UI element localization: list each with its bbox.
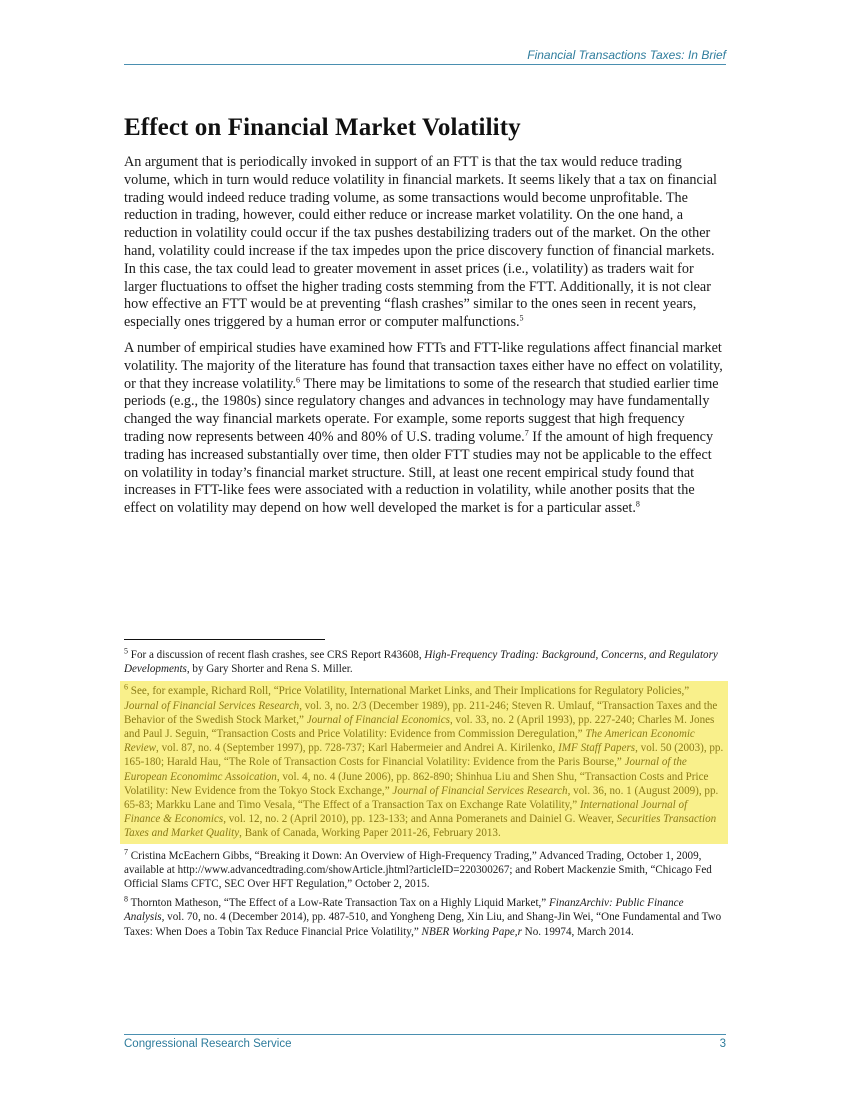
paragraph-1 [124, 154, 726, 332]
paragraph-2-text-a: A number of empirical studies have examined how FTTs and FTT-like regulations affect financial market volatility. The majority of the literature has found that transaction taxes either have no effect on volatility, or that they increase volatility. [124, 339, 723, 392]
footnote-ref-8[interactable]: 8 [635, 499, 640, 509]
paragraph-2-text-c: If the amount of high frequency trading has increased substantially over time, then older FTT studies may not be applicable to the effect on volatility in today’s financial market structure. Still, at least one recent empirical study found that increases in FTT-like fees were associated with a reduction in volatility, while another posits that the effect on volatility may depend on how well developed the market is for a particular asset. [124, 428, 714, 517]
footnote-number: 6 [124, 682, 128, 692]
footnote-ref-6[interactable]: 6 [296, 374, 301, 384]
footnote-title: Journal of Financial Services Research [392, 784, 568, 797]
footnote-text: , vol. 87, no. 4 (September 1997), pp. 728-737; Karl Habermeier and Andrei A. Kirilenko, [156, 742, 559, 755]
footnote-6-highlighted [120, 681, 728, 843]
footnote-text: , vol. 4, no. 4 (June 2006), pp. 862-890; Shinhua Liu and Shen Shu, “Transaction Costs and Price Volatility: New Evidence from the Tokyo Stock Exchange,” [124, 770, 709, 797]
footnote-number: 8 [124, 894, 128, 904]
footnote-title: FinanzArchiv: Public Finance Analysis, [124, 897, 684, 924]
footnote-separator [124, 639, 325, 640]
footnote-title: The American Economic Review [124, 728, 695, 755]
footnote-text: See, for example, Richard Roll, “Price Volatility, International Market Links, and Their Implications for Regulatory Policies,” [128, 685, 690, 698]
paragraph-2 [124, 340, 726, 518]
footnote-title: High-Frequency Trading: Background, Concerns, and Regulatory Developments [124, 649, 718, 676]
body-text [124, 154, 726, 526]
footnote-title: IMF Staff Papers [558, 742, 636, 755]
footnote-text: vol. 70, no. 4 (December 2014), pp. 487-510, and Yongheng Deng, Xin Liu, and Shang-Jin Wei, “One Fundamental and Two Taxes: When Does a Tobin Tax Reduce Financial Price Volatility,” [124, 911, 722, 938]
paragraph-1-text: An argument that is periodically invoked in support of an FTT is that the tax would reduce trading volume, which in turn would reduce volatility in financial markets. It seems likely that a tax on financial trading would indeed reduce trading volume, as some transactions would become unprofitable. The reduction in trading, however, could either reduce or increase market volatility. On the one hand, a reduction in volatility could occur if the tax pushes destabilizing traders out of the market. On the other hand, volatility could increase if the tax impedes upon the price discovery function of financial markets. In this case, the tax could lead to greater movement in asset prices (i.e., volatility) as traders wait for larger fluctuations to offset the higher trading costs stemming from the FTT. Additionally, it is not clear how effective an FTT would be at preventing “flash crashes” similar to the ones seen in recent years, especially ones triggered by a human error or computer malfunctions. [124, 154, 717, 331]
footnote-title: NBER Working Pape,r [421, 925, 522, 938]
footnote-text: , vol. 36, no. 1 (August 2009), pp. 65-83; Markku Lane and Timo Vesala, “The Effect of a Transaction Tax on Exchange Rate Volatility,” [124, 784, 719, 812]
footnote-number: 7 [124, 846, 128, 856]
footnote-ref-5[interactable]: 5 [519, 313, 524, 323]
footer-publisher: Congressional Research Service [124, 1038, 292, 1050]
footnote-title: International Journal of Finance & Economics [124, 799, 688, 826]
footnote-text: , Bank of Canada, Working Paper 2011-26, February 2013. [239, 827, 501, 840]
page-number: 3 [719, 1038, 726, 1050]
footnote-text: , vol. 12, no. 2 (April 2010), pp. 123-133; and Anna Pomeranets and Dainiel G. Weaver, [223, 813, 617, 826]
footnote-text: , vol. 33, no. 2 (April 1993), pp. 227-240; Charles M. Jones and Paul J. Seguin, “Transaction Costs and Price Volatility: Evidence from Commission Deregulation,” [124, 713, 715, 741]
footnote-text: , vol. 50 (2003), pp. 165-180; Harald Hau, “The Role of Transaction Costs for Financial Volatility: Evidence from the Paris Bourse,” [124, 742, 724, 769]
footnote-text: Cristina McEachern Gibbs, “Breaking it Down: An Overview of High-Frequency Trading,” Advanced Trading, October 1, 2009, available at http://www.advancedtrading.com/showArticle.jhtml?articleID=220300267; and Robert Mackenzie Smith, “Chicago Fed Official Slams CFTC, SEC Over HFT Regulation,” October 2, 2015. [124, 849, 712, 891]
running-header: Financial Transactions Taxes: In Brief [527, 48, 726, 62]
footnote-title: Journal of the European Economimc Assoication [124, 756, 687, 783]
footnote-7 [124, 846, 726, 892]
footnote-text: Thornton Matheson, “The Effect of a Low-Rate Transaction Tax on a Highly Liquid Market,” [128, 897, 549, 910]
footnotes [124, 648, 726, 944]
header-rule [124, 64, 726, 65]
footnote-ref-7[interactable]: 7 [524, 428, 529, 438]
footnote-text: No. 19974, March 2014. [521, 925, 634, 938]
footnote-title: Securities Transaction Taxes and Market Quality [124, 813, 717, 840]
footer-rule [124, 1034, 726, 1035]
footnote-text: , by Gary Shorter and Rena S. Miller. [186, 663, 353, 676]
paragraph-2-text-b: There may be limitations to some of the research that studied earlier time periods (e.g., the 1980s) since regulatory changes and advances in technology may have fundamentally changed the way financial markets operate. For example, some reports suggest that high frequency trading now represents between 40% and 80% of U.S. trading volume. [124, 375, 719, 445]
footnote-title: Journal of Financial Services Research [124, 699, 300, 712]
section-title: Effect on Financial Market Volatility [124, 114, 521, 141]
footnote-text: , vol. 3, no. 2/3 (December 1989), pp. 211-246; Steven R. Umlauf, “Transaction Taxes and the Behavior of the Swedish Stock Market,” [124, 699, 718, 726]
footnote-5 [124, 648, 726, 676]
footnote-8 [124, 896, 726, 939]
footnote-title: Journal of Financial Economics [306, 713, 450, 726]
footnote-number: 5 [124, 646, 128, 656]
footnote-text: For a discussion of recent flash crashes, see CRS Report R43608, [128, 649, 425, 661]
